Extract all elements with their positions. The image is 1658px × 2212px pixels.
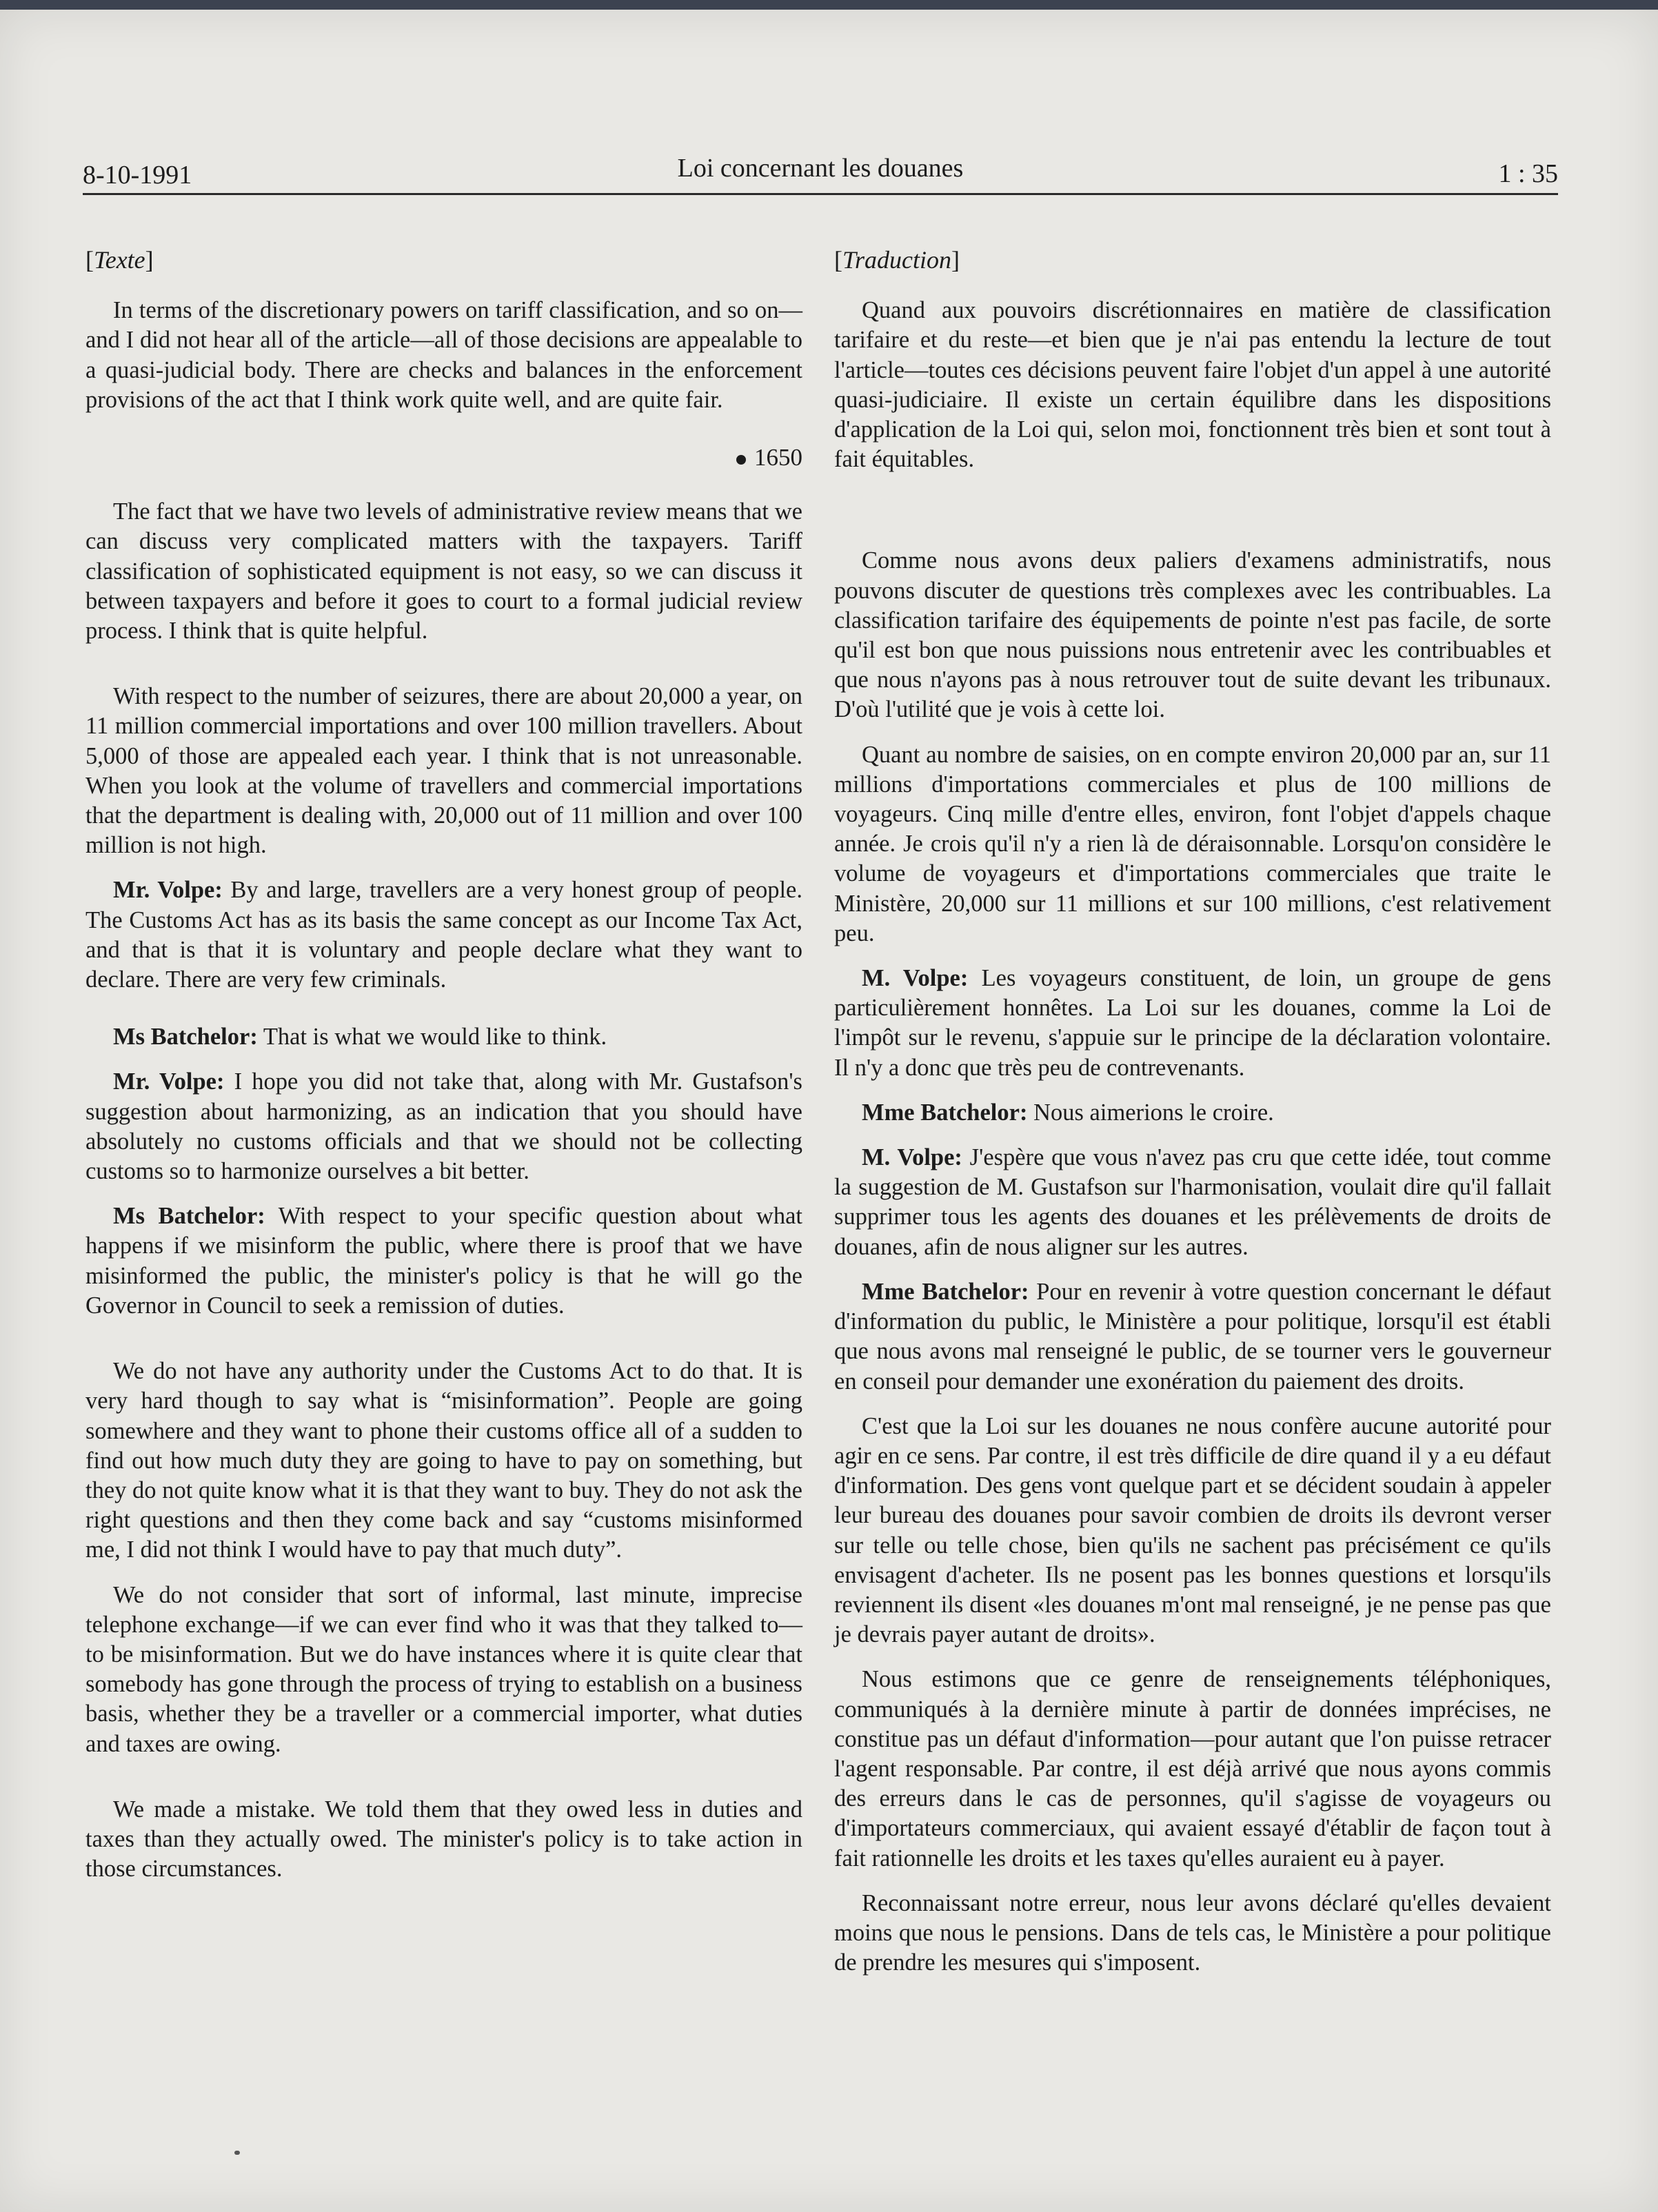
header-title: Loi concernant les douanes: [677, 154, 964, 183]
speech-text: I hope you did not take that, along with Mr. Gustafson's suggestion about harmonizing, as an indication that you should have absolutely no customs officials and that we should not be collecting customs so to harmonize ourselves a bit better.: [85, 1068, 802, 1185]
paragraph: Nous estimons que ce genre de renseignements téléphoniques, communiqués à la dernière minute à partir de données imprécises, ne constitue pas un défaut d'information—pour autant que l'on puisse retracer l'agent responsable. Par contre, il est déjà arrivé que nous ayons commis des erreurs dans le cas de personnes, qu'il s'agisse de voyageurs ou d'importateurs commerciaux, qui avaient essayé d'établir de façon tout à fait rationnelle les droits et les taxes qu'elles auraient eu à payer.: [834, 1666, 1551, 1871]
english-column: [85, 245, 802, 1899]
speech-text: That is what we would like to think.: [257, 1024, 607, 1051]
column-tag: [Texte]: [85, 246, 154, 274]
paragraph: C'est que la Loi sur les douanes ne nous confère aucune autorité pour agir en ce sens. Par contre, il est très difficile de dire quand il y a eu défaut d'information. Des gens vont quelque part et se décident soudain à appeler leur bureau des douanes pour savoir combien de droits ils devront verser sur telle ou telle chose, bien qu'ils ne sachent pas précisément ce qu'ils envisagent d'acheter. Ils ne posent pas les bonnes questions et lorsqu'ils reviennent ils disent «les douanes m'ont mal renseigné, je ne pense pas que je devrais payer autant de droits».: [834, 1412, 1551, 1648]
speech-text: By and large, travellers are a very honest group of people. The Customs Act has as its basis the same concept as our Income Tax Act, and that is that it is voluntary and people declare what they want to declare. There are very few criminals.: [85, 877, 802, 993]
header-date: 8-10-1991: [83, 161, 192, 190]
time-marker: [85, 443, 802, 472]
page-speck: [234, 2151, 240, 2155]
paragraph: [834, 1098, 1551, 1128]
paragraph: Quand aux pouvoirs discrétionnaires en matière de classification tarifaire et du reste—et bien que je n'ai pas entendu la lecture de tout l'article—toutes ces décisions peuvent faire l'objet d'un appel à une autorité quasi-judiciaire. Il existe un certain équilibre dans les dispositions d'application de la Loi qui, selon moi, fonctionnent très bien et sont tout à fait équitables.: [834, 297, 1551, 473]
paragraph: In terms of the discretionary powers on tariff classification, and so on—and I did not hear all of the article—all of those decisions are appealable to a quasi-judicial body. There are checks and balances in the enforcement provisions of the act that I think work quite well, and are quite fair.: [85, 297, 802, 413]
speech-text: Les voyageurs constituent, de loin, un groupe de gens particulièrement honnêtes. La Loi sur les douanes, comme la Loi de l'impôt sur le revenu, s'appuie sur le principe de la déclaration volontaire. Il n'y a donc que très peu de contrevenants.: [834, 965, 1551, 1081]
paragraph: [85, 1067, 802, 1186]
paragraph: We do not consider that sort of informal, last minute, imprecise telephone exchange—if we can ever find who it was that they talked to—to be misinformation. But we do have instances where it is quite clear that somebody has gone through the process of trying to establish on a business basis, whether they be a traveller or a commercial importer, what duties and taxes are owing.: [85, 1581, 802, 1757]
paragraph: Comme nous avons deux paliers d'examens administratifs, nous pouvons discuter de questions très complexes avec les contribuables. La classification tarifaire des équipements de pointe n'est pas facile, de sorte qu'il est bon que nous puissions nous entretenir avec les contribuables et que nous n'ayons pas à nous retrouver tout de suite devant les tribunaux. D'où l'utilité que je vois à cette loi.: [834, 547, 1551, 723]
top-edge: [0, 0, 1658, 10]
paragraph: The fact that we have two levels of administrative review means that we can discuss very complicated matters with the taxpayers. Tariff classification of sophisticated equipment is not easy, so we can discuss it between taxpayers and before it goes to court to a formal judicial review process. I think that is quite helpful.: [85, 498, 802, 645]
paragraph: [85, 1022, 802, 1052]
speaker-name: Ms Batchelor:: [113, 1203, 265, 1230]
paragraph: We do not have any authority under the Customs Act to do that. It is very hard though to say what is “misinformation”. People are going somewhere and they want to phone their customs office all of a sudden to find out how much duty they are going to have to pay on something, but they do not quite know what it is that they want to buy. They do not ask the right questions and then they come back and say “customs misinformed me, I did not think I would have to pay that much duty”.: [85, 1358, 802, 1563]
speech-text: Pour en revenir à votre question concernant le défaut d'information du public, le Ministère a pour politique, lorsqu'il est établi que nous avons mal renseigné le public, de se tourner vers le gouverneur en conseil pour demander une exonération du paiement des droits.: [834, 1278, 1551, 1394]
paragraph: [834, 964, 1551, 1083]
page-header: [83, 150, 1558, 195]
paragraph: Quant au nombre de saisies, on en compte environ 20,000 par an, sur 11 millions d'importations commerciales et plus de 100 millions de voyageurs. Cinq mille d'entre elles, environ, font l'objet d'appels chaque année. Je crois qu'il n'y a rien là de déraisonnable. Lorsqu'on considère le volume de voyageurs et d'importations commerciales que traite le Ministère, 20,000 sur 11 millions et sur 100 millions, c'est relativement peu.: [834, 741, 1551, 946]
paragraph: [834, 1277, 1551, 1397]
column-tag-text: Traduction: [842, 246, 952, 274]
speaker-name: Mme Batchelor:: [862, 1099, 1028, 1126]
paragraph: [85, 875, 802, 995]
french-column: [834, 245, 1551, 1993]
paragraph: With respect to the number of seizures, there are about 20,000 a year, on 11 million commercial importations and over 100 million travellers. About 5,000 of those are appealed each year. I think that is not unreasonable. When you look at the volume of travellers and commercial importations that the department is dealing with, 20,000 out of 11 million and over 100 million is not high.: [85, 683, 802, 859]
speech-text: Nous aimerions le croire.: [1027, 1099, 1274, 1126]
paragraph: We made a mistake. We told them that they owed less in duties and taxes than they actually owed. The minister's policy is to take action in those circumstances.: [85, 1796, 802, 1883]
paragraph: [85, 1201, 802, 1321]
speaker-name: M. Volpe:: [862, 1144, 962, 1171]
speaker-name: Ms Batchelor:: [113, 1024, 258, 1051]
speaker-name: Mme Batchelor:: [862, 1278, 1029, 1305]
speech-text: J'espère que vous n'avez pas cru que cette idée, tout comme la suggestion de M. Gustafson sur l'harmonisation, voulait dire qu'il fallait supprimer tous les agents des douanes et les prélèvements de droits de douanes, afin de nous aligner sur les autres.: [834, 1144, 1551, 1260]
speaker-name: Mr. Volpe:: [113, 877, 223, 904]
header-page-number: 1 : 35: [1498, 159, 1558, 188]
paragraph: Reconnaissant notre erreur, nous leur avons déclaré qu'elles devaient moins que nous le pensions. Dans de tels cas, le Ministère a pour politique de prendre les mesures qui s'imposent.: [834, 1889, 1551, 1976]
speech-text: With respect to your specific question about what happens if we misinform the public, where there is proof that we have misinformed the public, the minister's policy is that he will go the Governor in Council to seek a remission of duties.: [85, 1203, 802, 1319]
speaker-name: M. Volpe:: [862, 965, 969, 992]
column-tag: [Traduction]: [834, 246, 960, 274]
column-tag-text: Texte: [94, 246, 145, 274]
speaker-name: Mr. Volpe:: [113, 1068, 225, 1095]
time-marker-text: 1650: [754, 444, 802, 471]
bullet-icon: [736, 455, 746, 465]
paragraph: [834, 1143, 1551, 1262]
